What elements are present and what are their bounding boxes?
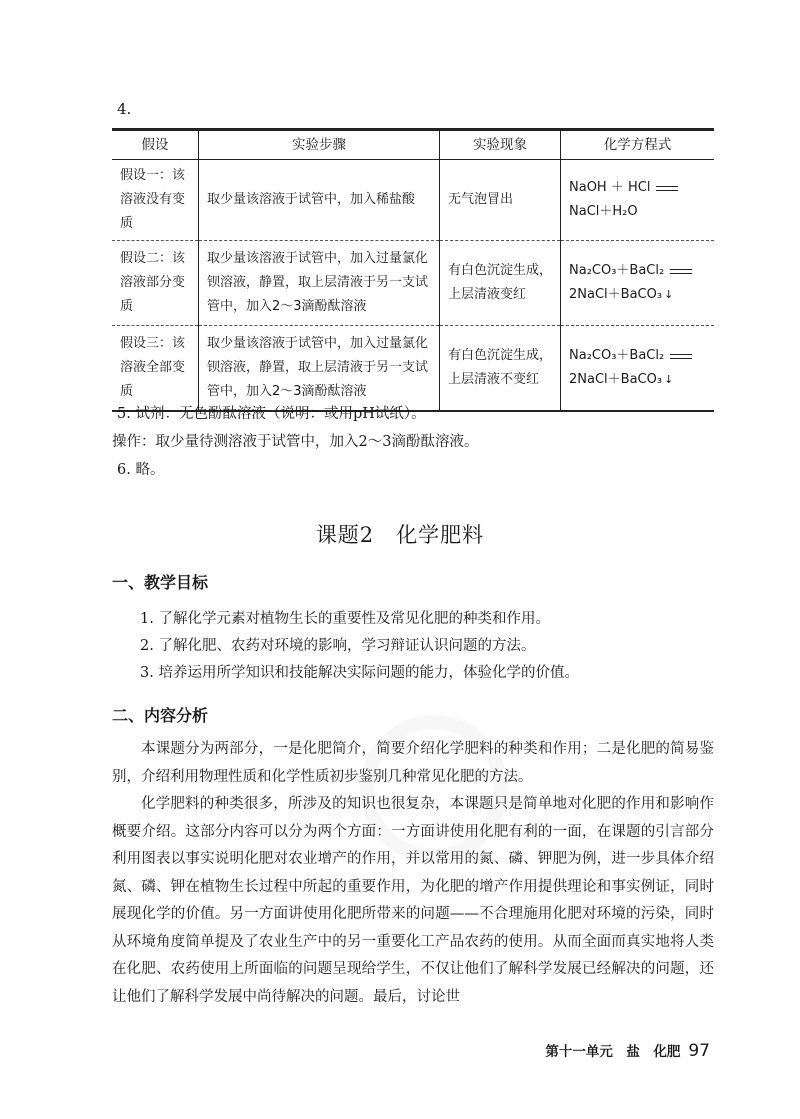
cell-hypothesis: 假设二：该溶液部分变质 <box>112 241 199 326</box>
footer-unit: 第十一单元 盐 化肥 <box>545 1044 681 1060</box>
cell-phenomenon: 无气泡冒出 <box>440 160 561 241</box>
table-row <box>112 326 714 412</box>
header-phenomenon: 实验现象 <box>440 130 561 160</box>
equation-products: 2NaCl＋BaCO₃ <box>569 372 663 387</box>
equals-sign <box>670 354 692 359</box>
goal-item: 2. 了解化肥、农药对环境的影响，学习辩证认识问题的方法。 <box>140 638 536 654</box>
answer-q5-reagent: 5. 试剂：无色酚酞溶液（说明：或用pH试纸）。 <box>117 406 426 422</box>
question-number: 4. <box>117 100 132 118</box>
equation-reactants: NaOH ＋ HCl <box>569 180 651 195</box>
equals-sign <box>670 269 692 274</box>
cell-equation <box>561 160 715 241</box>
precipitate-arrow-icon: ↓ <box>664 288 674 301</box>
cell-phenomenon: 有白色沉淀生成，上层清液变红 <box>440 241 561 326</box>
experiment-table <box>112 128 714 412</box>
cell-hypothesis: 假设三：该溶液全部变质 <box>112 326 199 412</box>
equation-reactants: Na₂CO₃＋BaCl₂ <box>569 263 665 278</box>
goal-item: 3. 培养运用所学知识和技能解决实际问题的能力，体验化学的价值。 <box>140 665 579 681</box>
equation-reactants: Na₂CO₃＋BaCl₂ <box>569 348 665 363</box>
goal-item: 1. 了解化学元素对植物生长的重要性及常见化肥的种类和作用。 <box>140 611 550 627</box>
page-number: 97 <box>688 1041 710 1061</box>
precipitate-arrow-icon: ↓ <box>664 373 674 386</box>
table-header-row <box>112 130 714 160</box>
teaching-goals-heading: 一、教学目标 <box>112 573 209 592</box>
equals-sign <box>656 186 678 191</box>
cell-equation <box>561 326 715 412</box>
table-row <box>112 241 714 326</box>
cell-equation <box>561 241 715 326</box>
answer-q6: 6. 略。 <box>117 462 165 478</box>
equation-products: 2NaCl＋BaCO₃ <box>569 287 663 302</box>
header-steps: 实验步骤 <box>199 130 440 160</box>
table-row <box>112 160 714 241</box>
cell-step: 取少量该溶液于试管中，加入过量氯化钡溶液，静置，取上层清液于另一支试管中，加入2～3滴酚酞溶液 <box>199 241 440 326</box>
header-hypothesis: 假设 <box>112 130 199 160</box>
cell-step: 取少量该溶液于试管中，加入过量氯化钡溶液，静置，取上层清液于另一支试管中，加入2～3滴酚酞溶液 <box>199 326 440 412</box>
analysis-paragraph: 本课题分为两部分，一是化肥简介，简要介绍化学肥料的种类和作用；二是化肥的简易鉴别，介绍利用物理性质和化学性质初步鉴别几种常见化肥的方法。 <box>112 741 714 785</box>
answer-q5-operation: 操作：取少量待测溶液于试管中，加入2～3滴酚酞溶液。 <box>112 434 479 450</box>
cell-phenomenon: 有白色沉淀生成，上层清液不变红 <box>440 326 561 412</box>
section-title: 课题2 化学肥料 <box>315 523 485 547</box>
cell-hypothesis: 假设一：该溶液没有变质 <box>112 160 199 241</box>
analysis-paragraph: 化学肥料的种类很多，所涉及的知识也很复杂，本课题只是简单地对化肥的作用和影响作概要介绍。这部分内容可以分为两个方面：一方面讲使用化肥有利的一面，在课题的引言部分利用图表以事实说明化肥对农业增产的作用，并以常用的氮、磷、钾肥为例，进一步具体介绍氮、磷、钾在植物生长过程中所起的重要作用，为化肥的增产作用提供理论和事实例证，同时展现化学的价值。另一方面讲使用化肥所带来的问题——不合理施用化肥对环境的污染，同时从环境角度简单提及了农业生产中的另一重要化工产品农药的使用。从而全面而真实地将人类在化肥、农药使用上所面临的问题呈现给学生，不仅让他们了解科学发展已经解决的问题，还让他们了解科学发展中尚待解决的问题。最后，讨论世 <box>112 796 714 1005</box>
cell-step: 取少量该溶液于试管中，加入稀盐酸 <box>199 160 440 241</box>
content-analysis-heading: 二、内容分析 <box>112 706 209 725</box>
header-equation: 化学方程式 <box>561 130 715 160</box>
page-footer <box>545 1040 710 1061</box>
equation-products: NaCl＋H₂O <box>569 204 638 219</box>
